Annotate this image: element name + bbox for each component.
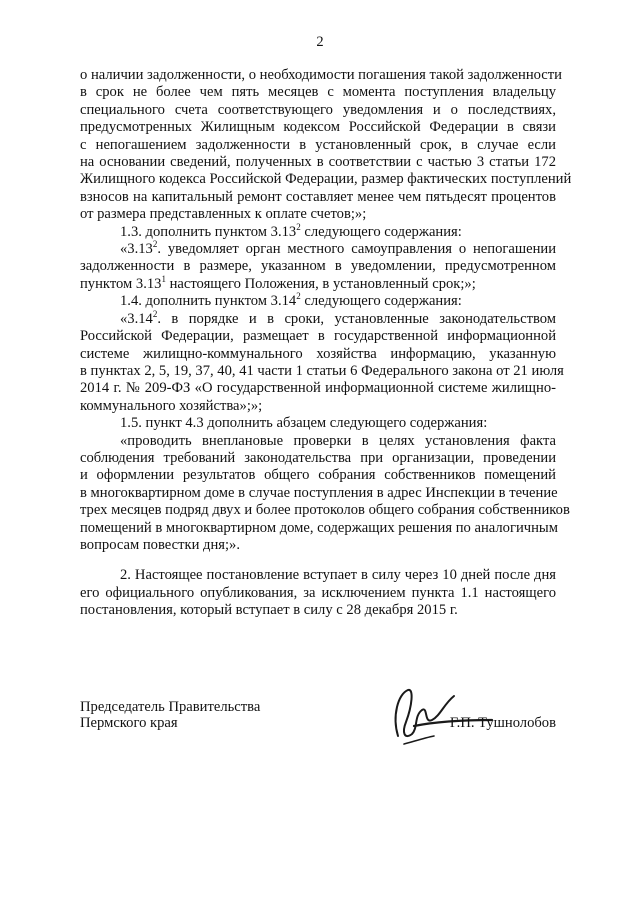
text-line: постановления, который вступает в силу с 28 декабря 2015 г. (80, 602, 458, 619)
text-line: Российской Федерации, размещает в государственной информационной (80, 328, 556, 345)
text-line: соблюдения требований законодательства при организации, проведении (80, 449, 556, 466)
text-line: «проводить внеплановые проверки в целях установления факта (120, 432, 556, 449)
paragraph (80, 67, 572, 224)
text-line: 2. Настоящее постановление вступает в силу через 10 дней после дня (120, 567, 556, 584)
text-line: специального счета соответствующего уведомления и о последствиях, (80, 101, 556, 118)
text-line: и оформлении результатов общего собрания собственников помещений (80, 467, 556, 484)
text-line: коммунального хозяйства»;»; (80, 397, 263, 414)
paragraph (80, 432, 570, 555)
text-line: вопросам повестки дня;». (80, 536, 240, 553)
text-line: пунктом 3.13$^1$ настоящего Положения, в установленный срок;»; (80, 273, 476, 292)
text-line: 1.5. пункт 4.3 дополнить абзацем следующего содержания: (120, 415, 488, 432)
text-line: 1.3. дополнить пунктом 3.13$^2$ следующего содержания: (120, 221, 462, 240)
document-body (80, 67, 572, 620)
text-line: трех месяцев подряд двух и более протоколов общего собрания собственников (80, 502, 570, 519)
text-line: 2014 г. № 209-ФЗ «О государственной информационной системе жилищно- (80, 380, 556, 397)
signer-position: Председатель Правительства (80, 699, 261, 715)
text-line: помещений в многоквартирном доме, содержащих решения по аналогичным (80, 519, 558, 536)
text-line: «3.13$^2$. уведомляет орган местного самоуправления о непогашении (120, 239, 556, 258)
text-line: его официального опубликования, за исключением пункта 1.1 настоящего (80, 584, 556, 601)
text-line: в срок не более чем пять месяцев с момента поступления владельцу (80, 84, 556, 101)
text-line: взносов на капитальный ремонт составляет менее чем пятьдесят процентов (80, 188, 556, 205)
signer-region: Пермского края (80, 714, 178, 731)
text-line: предусмотренных Жилищным кодексом Российской Федерации в связи (80, 119, 556, 136)
paragraph (80, 308, 564, 415)
text-line: Жилищного кодекса Российской Федерации, размер фактических поступлений (80, 171, 572, 188)
text-line: на основании сведений, полученных в соответствии с частью 3 статьи 172 (80, 154, 556, 171)
text-line: системе жилищно-коммунального хозяйства информацию, указанную (80, 345, 556, 362)
paragraph (80, 567, 556, 619)
page-number: 2 (316, 34, 324, 50)
text-line: с непогашением задолженности в установленный срок, в случае если (80, 136, 556, 153)
text-line: 1.4. дополнить пунктом 3.14$^2$ следующего содержания: (120, 291, 462, 310)
signature-block (80, 700, 556, 731)
paragraph (80, 415, 556, 432)
text-line: в пунктах 2, 5, 19, 37, 40, 41 части 1 статьи 6 Федерального закона от 21 июля (80, 362, 564, 379)
text-line: «3.14$^2$. в порядке и в сроки, установленные законодательством (120, 308, 556, 327)
text-line: задолженности в размере, указанном в уведомлении, предусмотренном (80, 258, 556, 275)
paragraph (80, 221, 556, 241)
text-line: от размера представленных к оплате счетов;»; (80, 206, 367, 223)
signer-name: Г.П. Тушнолобов (449, 715, 556, 731)
text-line: в многоквартирном доме в случае поступления в адрес Инспекции в течение (80, 484, 558, 501)
paragraph-gap (80, 554, 556, 567)
text-line: о наличии задолженности, о необходимости погашения такой задолженности (80, 67, 562, 83)
paragraph (80, 241, 556, 293)
paragraph (80, 293, 556, 310)
